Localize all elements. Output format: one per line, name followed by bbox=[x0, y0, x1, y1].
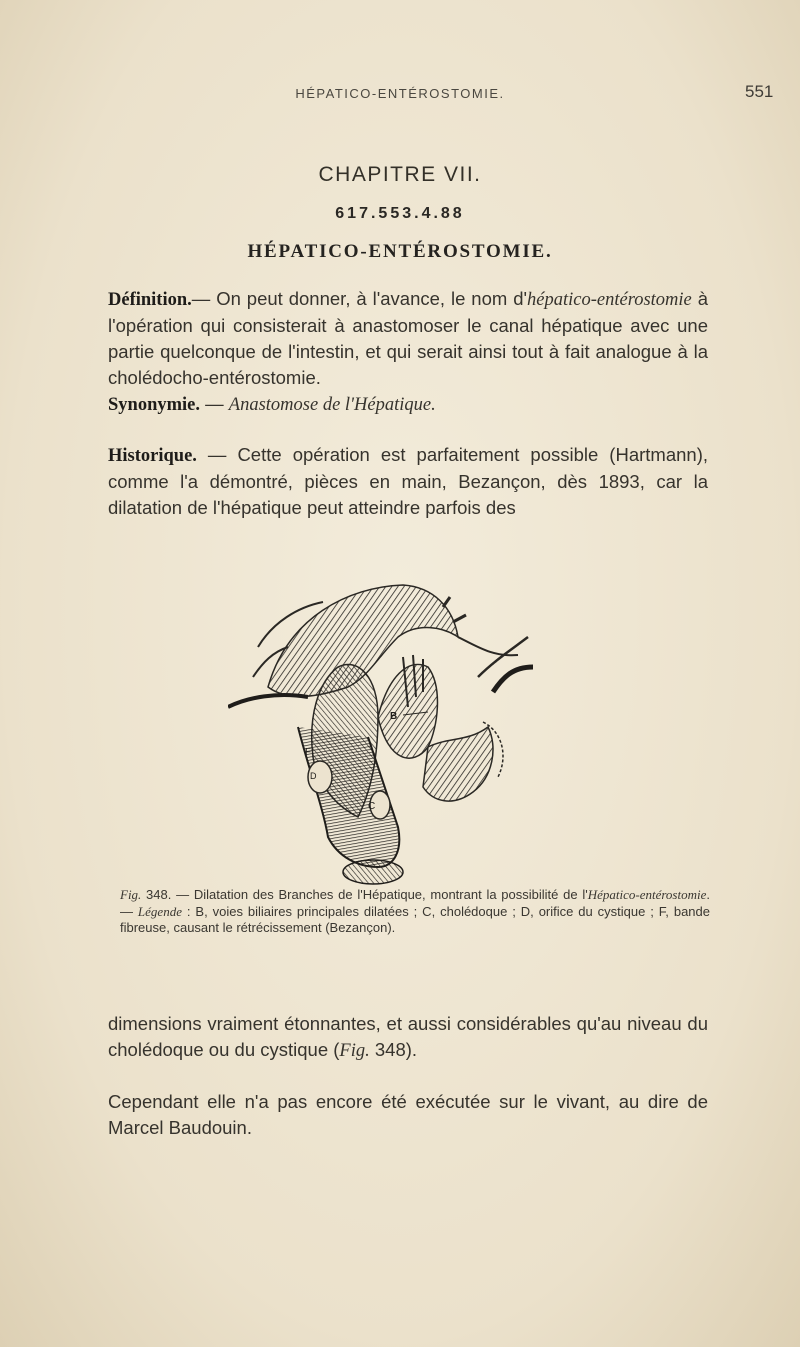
page-number: 551 bbox=[745, 82, 774, 101]
caption-text-1: 348. — Dilatation des Branches de l'Hépatique, montrant la possibilité de l' bbox=[141, 887, 588, 902]
historique-lead: Historique. bbox=[108, 446, 197, 466]
label-b: B bbox=[390, 711, 398, 722]
caption-fig: Fig. bbox=[120, 887, 142, 902]
definition-lead: Définition. bbox=[108, 290, 192, 310]
chapter-heading: CHAPITRE VII. bbox=[318, 163, 482, 186]
caption-text-2: . — bbox=[120, 887, 710, 919]
caption-legend: Légende bbox=[137, 903, 182, 919]
label-d: D bbox=[310, 771, 317, 781]
caption-term: Hépatico-entérostomie bbox=[587, 887, 707, 902]
continuation-fig-ref: Fig. bbox=[339, 1041, 370, 1061]
definition-paragraph bbox=[108, 286, 708, 391]
classification-number: 617.553.4.88 bbox=[335, 205, 465, 222]
label-c: C bbox=[368, 801, 376, 812]
figure-caption bbox=[120, 887, 710, 937]
synonymie-paragraph bbox=[108, 391, 708, 418]
anatomical-figure bbox=[228, 567, 548, 887]
chapter-title: HÉPATICO-ENTÉROSTOMIE. bbox=[247, 241, 553, 262]
running-head: HÉPATICO-ENTÉROSTOMIE. bbox=[295, 86, 505, 101]
definition-term: hépatico-entérostomie bbox=[527, 290, 692, 310]
liver-branches-drawing bbox=[228, 585, 533, 884]
historique-paragraph bbox=[108, 442, 708, 521]
synonymie-text: Anastomose de l'Hépatique. bbox=[228, 395, 436, 415]
label-f: F bbox=[305, 747, 312, 758]
definition-text-2: à l'opération qui consisterait à anastomoser le canal hépatique avec une partie quelconque de l'intestin, et qui serait ainsi tout à fait analogue à la cholédocho-entérostomie. bbox=[108, 288, 708, 388]
continuation-paragraph bbox=[108, 1011, 708, 1064]
continuation-text-1: dimensions vraiment étonnantes, et aussi considérables qu'au niveau du cholédoque ou du cystique ( bbox=[108, 1013, 708, 1060]
synonymie-dash: — bbox=[200, 393, 229, 414]
caption-text-3: : B, voies biliaires principales dilatées ; C, cholédoque ; D, orifice du cystique ; F, bande fibreuse, causant le rétrécissement (Bezançon). bbox=[120, 903, 710, 935]
definition-text-1: — On peut donner, à l'avance, le nom d' bbox=[191, 288, 528, 309]
final-paragraph: Cependant elle n'a pas encore été exécutée sur le vivant, au dire de Marcel Baudouin. bbox=[108, 1091, 708, 1138]
continuation-text-2: 348). bbox=[369, 1039, 418, 1060]
historique-text: — Cette opération est parfaitement possible (Hartmann), comme l'a démontré, pièces en main, Bezançon, dès 1893, car la dilatation de l'hépatique peut atteindre parfois des bbox=[108, 444, 708, 518]
synonymie-lead: Synonymie. bbox=[108, 395, 201, 415]
